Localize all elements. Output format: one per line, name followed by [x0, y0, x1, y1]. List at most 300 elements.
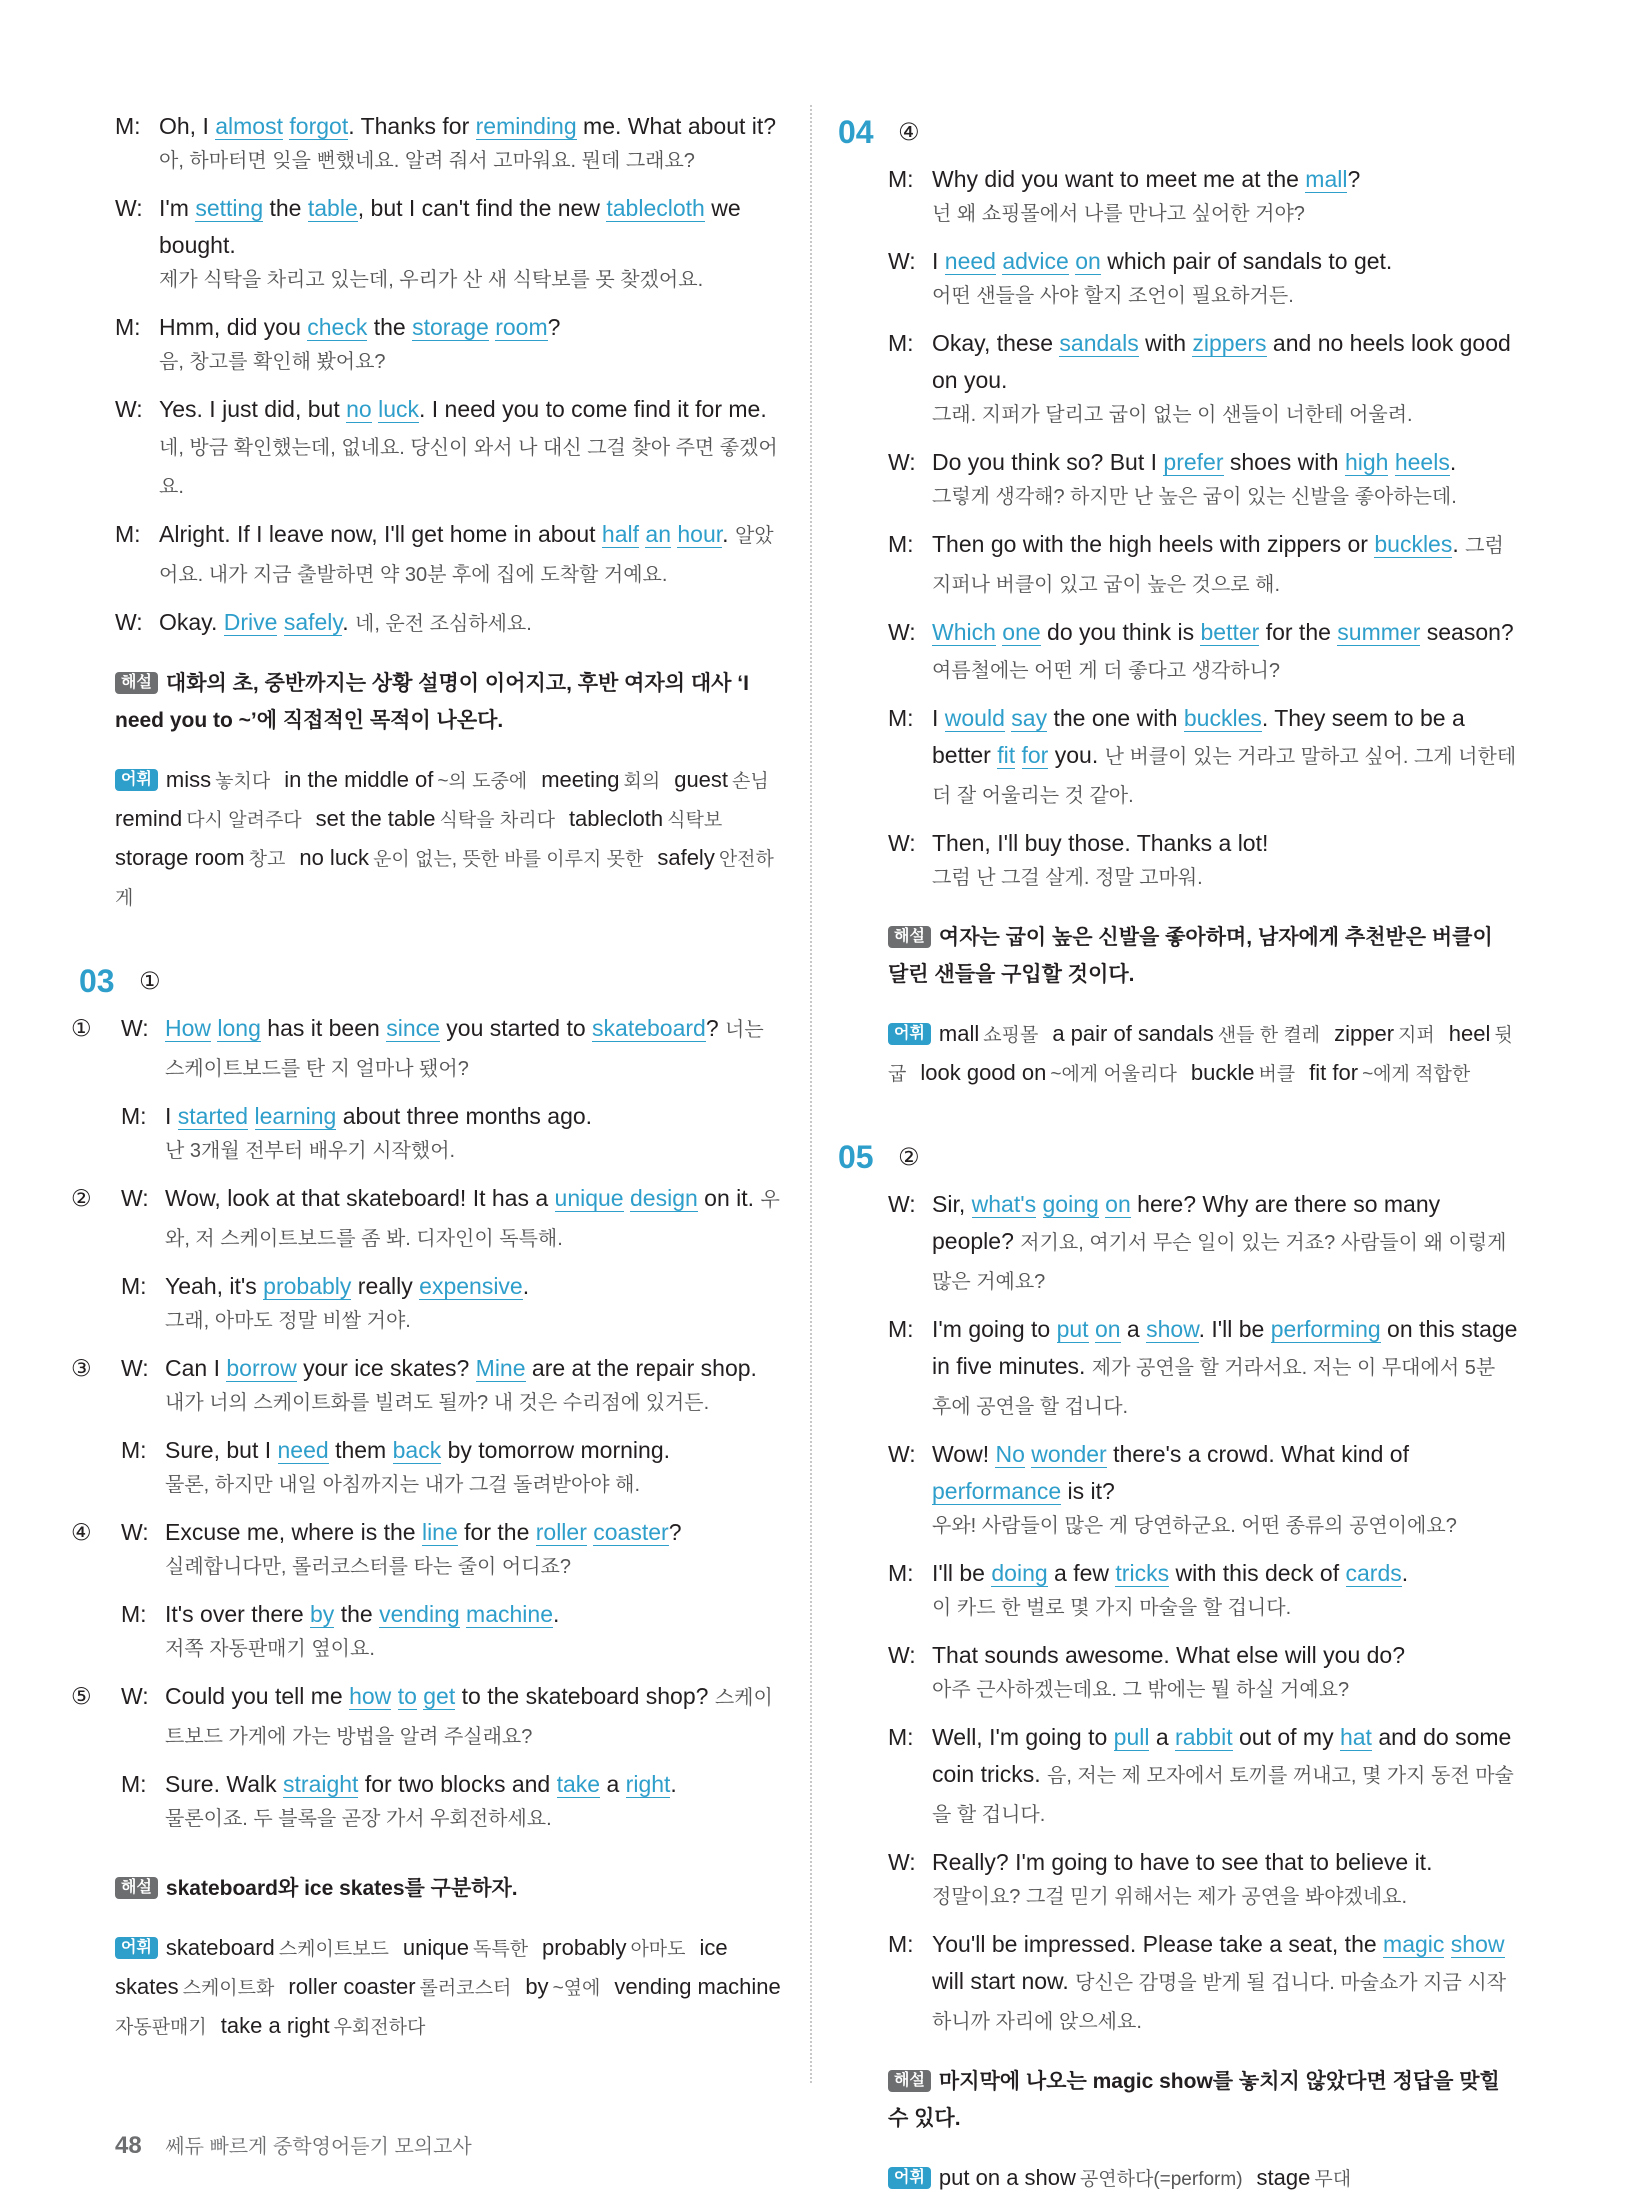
text-run: Sure, but I [165, 1437, 278, 1463]
dialogue-text [932, 825, 1518, 897]
text-run: Then, I'll buy those. Thanks a lot! [932, 830, 1269, 856]
q04-answer: ④ [898, 119, 920, 146]
page-footer [115, 2130, 472, 2160]
dictation-word: one [1002, 619, 1041, 645]
korean-translation: 그럼 난 그걸 살게. 정말 고마워. [932, 867, 1203, 889]
q04-dialogue [888, 161, 1518, 897]
dictation-word: buckles [1183, 705, 1262, 731]
dialogue-line [888, 325, 1518, 434]
dialogue-line [115, 391, 785, 506]
text-run: . [1452, 531, 1466, 557]
dictation-word: need [944, 248, 996, 274]
text-run: Why did you want to meet me at the [932, 166, 1306, 192]
text-run: ? [547, 314, 561, 340]
dialogue-line [121, 1350, 785, 1422]
vocab-meaning: ~의 도중에 [437, 771, 528, 792]
vocab-meaning: 손님 [732, 771, 769, 792]
dictation-word: hour [677, 521, 723, 547]
korean-translation: 물론, 하지만 내일 아침까지는 내가 그걸 돌려받아야 해. [165, 1474, 641, 1496]
dictation-word: put [1056, 1316, 1089, 1342]
speaker-label: W: [121, 1683, 149, 1709]
dictation-word: high [1344, 449, 1389, 475]
option-number [71, 1268, 121, 1350]
dialogue-line [121, 1766, 785, 1838]
q03-header [79, 963, 785, 1000]
dictation-word: show [1146, 1316, 1199, 1342]
dictation-word: advice [1002, 248, 1069, 274]
option-row [119, 1596, 785, 1678]
speaker-label: W: [121, 1015, 149, 1041]
q03-options [71, 1010, 785, 1848]
dictation-word: for [1021, 742, 1049, 768]
option-number: ① [71, 1015, 92, 1041]
speaker-label: M: [888, 166, 914, 192]
vocab-meaning: 지퍼 [1398, 1025, 1435, 1046]
dialogue-line [115, 309, 785, 381]
korean-translation: 정말이요? 그걸 믿기 위해서는 제가 공연을 봐야겠네요. [932, 1886, 1408, 1908]
text-run: you started to [439, 1015, 593, 1041]
dialogue-text [159, 604, 785, 643]
dialogue-line [888, 1436, 1518, 1545]
explain-label: 해설 [115, 1877, 158, 1899]
dialogue-text [932, 161, 1518, 233]
dialogue-line [888, 614, 1518, 690]
vocab-word: mall [938, 1021, 980, 1046]
text-run [1015, 742, 1021, 768]
dictation-word: started [177, 1103, 249, 1129]
vocab-word: heel [1448, 1021, 1491, 1046]
dictation-word: luck [378, 396, 419, 422]
text-run: . [1449, 449, 1457, 475]
dictation-word: buckles [1374, 531, 1453, 557]
text-run: to the skateboard shop? [455, 1683, 715, 1709]
dictation-word: vending [379, 1601, 460, 1627]
dialogue-line [121, 1678, 785, 1756]
vocab-label: 어휘 [115, 1937, 158, 1959]
dictation-word: on [1105, 1191, 1131, 1217]
explain-label: 해설 [888, 926, 931, 948]
vocab-word: take a right [220, 2013, 330, 2038]
text-run: Sir, [932, 1191, 972, 1217]
dictation-word: would [944, 705, 1005, 731]
korean-translation: 우와, 저 스케이트보드를 좀 봐. 디자인이 독특해. [165, 1189, 780, 1250]
book-title: 쎄듀 빠르게 중학영어듣기 모의고사 [165, 2136, 472, 2158]
dictation-word: forgot [289, 113, 349, 139]
dictation-word: cards [1345, 1560, 1402, 1586]
speaker-label: W: [121, 1185, 149, 1211]
q05-header [838, 1139, 1518, 1176]
vocab-word: storage room [115, 845, 245, 870]
text-run: I'll be [932, 1560, 992, 1586]
vocab-meaning: 식탁보 [667, 810, 723, 831]
option-row [71, 1180, 785, 1268]
dictation-word: unique [554, 1185, 624, 1211]
dialogue-text [932, 526, 1518, 604]
text-run: for the [457, 1519, 536, 1545]
dictation-word: setting [195, 195, 264, 221]
q05-number: 05 [838, 1139, 874, 1175]
text-run: a [600, 1771, 626, 1797]
vocab-word: look good on [920, 1060, 1047, 1085]
dictation-word: how [349, 1683, 392, 1709]
dialogue-text [165, 1432, 785, 1504]
vocab-meaning: 우회전하다 [333, 2017, 426, 2038]
text-run: which pair of sandals to get. [1100, 248, 1393, 274]
text-run: a [1149, 1724, 1176, 1750]
dictation-word: by [310, 1601, 335, 1627]
dictation-word: design [630, 1185, 698, 1211]
dialogue-line [121, 1432, 785, 1504]
korean-translation: 내가 너의 스케이트화를 빌려도 될까? 내 것은 수리점에 있거든. [165, 1392, 710, 1414]
text-run [391, 1683, 397, 1709]
speaker-label: W: [888, 449, 916, 475]
text-run: do you think is [1040, 619, 1201, 645]
vocab-word: buckle [1190, 1060, 1255, 1085]
korean-translation: 우와! 사람들이 많은 게 당연하군요. 어떤 종류의 공연이에요? [932, 1515, 1457, 1537]
text-run: I [932, 248, 945, 274]
option-number: ⑤ [71, 1683, 92, 1709]
text-run: , but I can't find the new [357, 195, 607, 221]
dictation-word: Which [932, 619, 996, 645]
dictation-word: right [625, 1771, 671, 1797]
text-run: about three months ago. [336, 1103, 593, 1129]
text-run: Yes. I just did, but [159, 396, 347, 422]
vocab-word: zipper [1334, 1021, 1395, 1046]
vocab-word: by [525, 1974, 549, 1999]
q04-number: 04 [838, 114, 874, 150]
korean-translation: 어떤 샌들을 사야 할지 조언이 필요하거든. [932, 285, 1294, 307]
dictation-word: on [1075, 248, 1101, 274]
dictation-word: expensive [419, 1273, 523, 1299]
vocab-word: no luck [299, 845, 370, 870]
dialogue-line [888, 444, 1518, 516]
dialogue-text [932, 1844, 1518, 1916]
dictation-word: safely [283, 609, 343, 635]
dictation-word: performing [1270, 1316, 1381, 1342]
vocab-meaning: 운이 없는, 뜻한 바를 이루지 못한 [373, 849, 644, 870]
dictation-word: say [1011, 705, 1048, 731]
dialogue-line [115, 190, 785, 299]
korean-translation: 음, 창고를 확인해 봤어요? [159, 351, 386, 373]
vocab-meaning: 놓치다 [215, 771, 271, 792]
text-run: are at the repair shop. [525, 1355, 757, 1381]
korean-translation: 스케이트보드 가게에 가는 방법을 알려 주실래요? [165, 1687, 773, 1748]
text-run: your ice skates? [296, 1355, 476, 1381]
text-run: season? [1420, 619, 1514, 645]
vocab-label: 어휘 [115, 769, 158, 791]
dialogue-line [888, 700, 1518, 815]
text-run: Okay. [159, 609, 224, 635]
speaker-label: M: [121, 1771, 147, 1797]
dialogue-text [165, 1010, 785, 1088]
dialogue-text [159, 309, 785, 381]
text-run [248, 1103, 254, 1129]
vocab-meaning: 스케이트화 [182, 1978, 275, 1999]
speaker-label: W: [888, 830, 916, 856]
text-run: you. [1048, 742, 1105, 768]
dialogue-text [932, 325, 1518, 434]
korean-translation: 실례합니다만, 롤러코스터를 타는 줄이 어디죠? [165, 1556, 571, 1578]
text-run: . [342, 609, 355, 635]
q02-vocab [115, 761, 785, 917]
dialogue-line [888, 1186, 1518, 1301]
dictation-word: need [277, 1437, 329, 1463]
dictation-word: room [495, 314, 548, 340]
text-run: there's a crowd. What kind of [1106, 1441, 1409, 1467]
text-run: I [932, 705, 945, 731]
korean-translation: 그렇게 생각해? 하지만 난 높은 굽이 있는 신발을 좋아하는데. [932, 486, 1457, 508]
korean-translation: 그럼 지퍼나 버클이 있고 굽이 높은 것으로 해. [932, 535, 1504, 596]
dialogue-line [888, 243, 1518, 315]
text-run: Sure. Walk [165, 1771, 284, 1797]
dictation-word: roller [535, 1519, 587, 1545]
vocab-word: probably [542, 1935, 627, 1960]
korean-translation: 당신은 감명을 받게 될 겁니다. 마술쇼가 지금 시작하니까 자리에 앉으세요. [932, 1972, 1507, 2033]
dialogue-line [115, 604, 785, 643]
vocab-meaning: 회의 [623, 771, 661, 792]
vocab-meaning: 뒷굽 [888, 1025, 1513, 1085]
dialogue-line [888, 161, 1518, 233]
dictation-word: fit [997, 742, 1016, 768]
speaker-label: M: [888, 1931, 914, 1957]
vocab-word: meeting [541, 767, 620, 792]
text-run: with [1138, 330, 1193, 356]
speaker-label: M: [115, 521, 141, 547]
dialogue-text [165, 1596, 785, 1668]
speaker-label: M: [888, 330, 914, 356]
text-run: with this deck of [1169, 1560, 1346, 1586]
dictation-word: half [601, 521, 640, 547]
text-run: . [670, 1771, 677, 1797]
text-run: is it? [1061, 1478, 1115, 1504]
text-run: Okay, these [932, 330, 1060, 356]
dictation-word: take [556, 1771, 601, 1797]
vocab-word: guest [674, 767, 729, 792]
dialogue-text [165, 1514, 785, 1586]
text-run: Alright. If I leave now, I'll get home in about [159, 521, 602, 547]
speaker-label: W: [115, 396, 143, 422]
text-run: Could you tell me [165, 1683, 350, 1709]
dialogue-text [159, 190, 785, 299]
q05-vocab [888, 2159, 1518, 2198]
dialogue-text [932, 700, 1518, 815]
dialogue-text [932, 1436, 1518, 1545]
text-run: a few [1047, 1560, 1116, 1586]
dictation-word: rabbit [1175, 1724, 1233, 1750]
speaker-label: W: [888, 1441, 916, 1467]
text-run: me. What about it? [576, 113, 777, 139]
dialogue-line [115, 516, 785, 594]
vocab-word: tablecloth [568, 806, 664, 831]
speaker-label: M: [115, 113, 141, 139]
text-run: Hmm, did you [159, 314, 308, 340]
speaker-label: W: [888, 1191, 916, 1217]
dialogue-line [121, 1596, 785, 1668]
column-divider [810, 105, 812, 2083]
q04-vocab [888, 1015, 1518, 1093]
dialogue-line [888, 1637, 1518, 1709]
dialogue-text [932, 614, 1518, 690]
korean-translation: 여름철에는 어떤 게 더 좋다고 생각하니? [932, 660, 1281, 682]
text-run [277, 609, 283, 635]
vocab-meaning: 창고 [248, 849, 286, 870]
vocab-word: skateboard [165, 1935, 275, 1960]
dialogue-line [888, 825, 1518, 897]
page-number: 48 [115, 2132, 142, 2159]
text-run: I [165, 1103, 178, 1129]
dictation-word: to [397, 1683, 417, 1709]
vocab-word: stage [1256, 2165, 1311, 2190]
korean-translation: 알았어요. 내가 지금 출발하면 약 30분 후에 집에 도착할 거예요. [159, 525, 774, 586]
text-run: . [552, 1601, 560, 1627]
speaker-label: W: [121, 1355, 149, 1381]
dictation-word: since [386, 1015, 440, 1041]
dictation-word: an [645, 521, 671, 547]
korean-translation: 저기요, 여기서 무슨 일이 있는 거죠? 사람들이 왜 이렇게 많은 거예요? [932, 1232, 1507, 1293]
dictation-word: coaster [593, 1519, 669, 1545]
dialogue-text [932, 1926, 1518, 2041]
dialogue-text [159, 391, 785, 506]
korean-translation: 아주 근사하겠는데요. 그 밖에는 뭘 하실 거예요? [932, 1679, 1350, 1701]
dialogue-text [932, 1637, 1518, 1709]
text-run: Wow, look at that skateboard! It has a [165, 1185, 555, 1211]
vocab-meaning: 아마도 [630, 1939, 686, 1960]
q04-explanation: 해설 여자는 굽이 높은 신발을 좋아하며, 남자에게 추천받은 버클이 달린 샌들을 구입할 것이다. [888, 926, 1493, 986]
q03-answer: ① [139, 968, 161, 995]
dialogue-line [888, 1555, 1518, 1627]
text-run [1388, 449, 1394, 475]
option-number [71, 1766, 121, 1848]
dictation-word: doing [991, 1560, 1048, 1586]
speaker-label: M: [115, 314, 141, 340]
text-run: a [1120, 1316, 1147, 1342]
dictation-word: How [165, 1015, 212, 1041]
korean-translation: 저쪽 자동판매기 옆이요. [165, 1638, 375, 1660]
text-run: . I need you to come find it for me. [419, 396, 767, 422]
text-run: Excuse me, where is the [165, 1519, 422, 1545]
speaker-label: W: [888, 1642, 916, 1668]
dialogue-line [121, 1180, 785, 1258]
text-run: . [722, 521, 735, 547]
vocab-word: put on a show [938, 2165, 1076, 2190]
text-run: ? [1347, 166, 1361, 192]
vocab-word: in the middle of [284, 767, 434, 792]
dictation-word: Drive [223, 609, 278, 635]
vocab-meaning: 식탁을 차리다 [439, 810, 555, 831]
dialogue-text [932, 243, 1518, 315]
vocab-label: 어휘 [888, 1023, 931, 1045]
speaker-label: M: [121, 1601, 147, 1627]
korean-translation: 이 카드 한 벌로 몇 가지 마술을 할 겁니다. [932, 1597, 1292, 1619]
vocab-meaning: 버클 [1258, 1064, 1296, 1085]
vocab-meaning: 공연하다(=perform) [1079, 2169, 1243, 2190]
vocab-word: vending machine [614, 1974, 781, 1999]
text-run: ? [668, 1519, 682, 1545]
vocab-word: remind [115, 806, 183, 831]
dictation-word: heels [1394, 449, 1450, 475]
speaker-label: M: [121, 1273, 147, 1299]
dialogue-text [165, 1350, 785, 1422]
text-run: here? Why are there so many people? [932, 1191, 1441, 1254]
text-run [1089, 1316, 1095, 1342]
text-run: and no heels look good on you. [932, 330, 1511, 393]
dialogue-line [888, 526, 1518, 604]
dictation-word: back [392, 1437, 442, 1463]
korean-translation: 그래, 아마도 정말 비쌀 거야. [165, 1310, 411, 1332]
text-run: . [1401, 1560, 1409, 1586]
text-run: Yeah, it's [165, 1273, 264, 1299]
option-row [119, 1098, 785, 1180]
korean-translation: 제가 식탁을 차리고 있는데, 우리가 산 새 식탁보를 못 찾겠어요. [159, 269, 704, 291]
text-run: I'm going to [932, 1316, 1057, 1342]
text-run: by tomorrow morning. [441, 1437, 671, 1463]
vocab-meaning: 다시 알려주다 [186, 810, 302, 831]
option-row [71, 1678, 785, 1766]
dictation-word: sandals [1059, 330, 1139, 356]
korean-translation: 그래. 지퍼가 달리고 굽이 없는 이 샌들이 너한테 어울려. [932, 404, 1413, 426]
speaker-label: M: [121, 1437, 147, 1463]
option-number [71, 1596, 121, 1678]
speaker-label: M: [888, 1560, 914, 1586]
q05-explanation: 해설 마지막에 나오는 magic show를 놓치지 않았다면 정답을 맞힐 수 있다. [888, 2070, 1500, 2130]
text-run: That sounds awesome. What else will you do? [932, 1642, 1406, 1668]
vocab-word: ice skates [115, 1935, 728, 1999]
dictation-word: machine [466, 1601, 553, 1627]
option-row [119, 1432, 785, 1514]
dialogue-line [888, 1719, 1518, 1834]
text-run: You'll be impressed. Please take a seat, the [932, 1931, 1384, 1957]
dictation-word: on [1094, 1316, 1121, 1342]
q05-dialogue [888, 1186, 1518, 2041]
dictation-word: get [423, 1683, 456, 1709]
dictation-word: storage [412, 314, 489, 340]
korean-translation: 네, 방금 확인했는데, 없네요. 당신이 와서 나 대신 그걸 찾아 주면 좋겠어요. [159, 437, 778, 498]
korean-translation: 제가 공연을 할 거라서요. 저는 이 무대에서 5분 후에 공연을 할 겁니다. [932, 1357, 1496, 1418]
text-run: . Thanks for [348, 113, 476, 139]
text-run: on it. [697, 1185, 761, 1211]
text-run: Really? I'm going to have to see that to believe it. [932, 1849, 1433, 1875]
dictation-word: tricks [1115, 1560, 1170, 1586]
dialogue-text [165, 1678, 785, 1756]
text-run: . I'll be [1198, 1316, 1271, 1342]
vocab-meaning: ~에게 어울리다 [1050, 1064, 1177, 1085]
dictation-word: Mine [475, 1355, 526, 1381]
speaker-label: M: [888, 531, 914, 557]
vocab-meaning: ~옆에 [552, 1978, 601, 1999]
speaker-label: W: [888, 619, 916, 645]
right-column [838, 108, 1518, 2198]
text-run: the [367, 314, 413, 340]
dialogue-text [165, 1766, 785, 1838]
korean-translation: 넌 왜 쇼핑몰에서 나를 만나고 싶어한 거야? [932, 203, 1305, 225]
vocab-meaning: ~에게 적합한 [1362, 1064, 1471, 1085]
dictation-word: prefer [1163, 449, 1224, 475]
korean-translation: 물론이죠. 두 블록을 곧장 가서 우회전하세요. [165, 1808, 552, 1830]
option-number: ② [71, 1185, 92, 1211]
vocab-meaning: 쇼핑몰 [983, 1025, 1039, 1046]
speaker-label: M: [888, 1316, 914, 1342]
explain-label: 해설 [115, 672, 158, 694]
dialogue-line [121, 1268, 785, 1340]
dialogue-text [165, 1098, 785, 1170]
text-run: for two blocks and [358, 1771, 557, 1797]
speaker-label: M: [121, 1103, 147, 1129]
dictation-word: straight [283, 1771, 359, 1797]
dialogue-line [121, 1514, 785, 1586]
text-run: the [263, 195, 308, 221]
dictation-word: summer [1337, 619, 1421, 645]
dialogue-line [121, 1098, 785, 1170]
